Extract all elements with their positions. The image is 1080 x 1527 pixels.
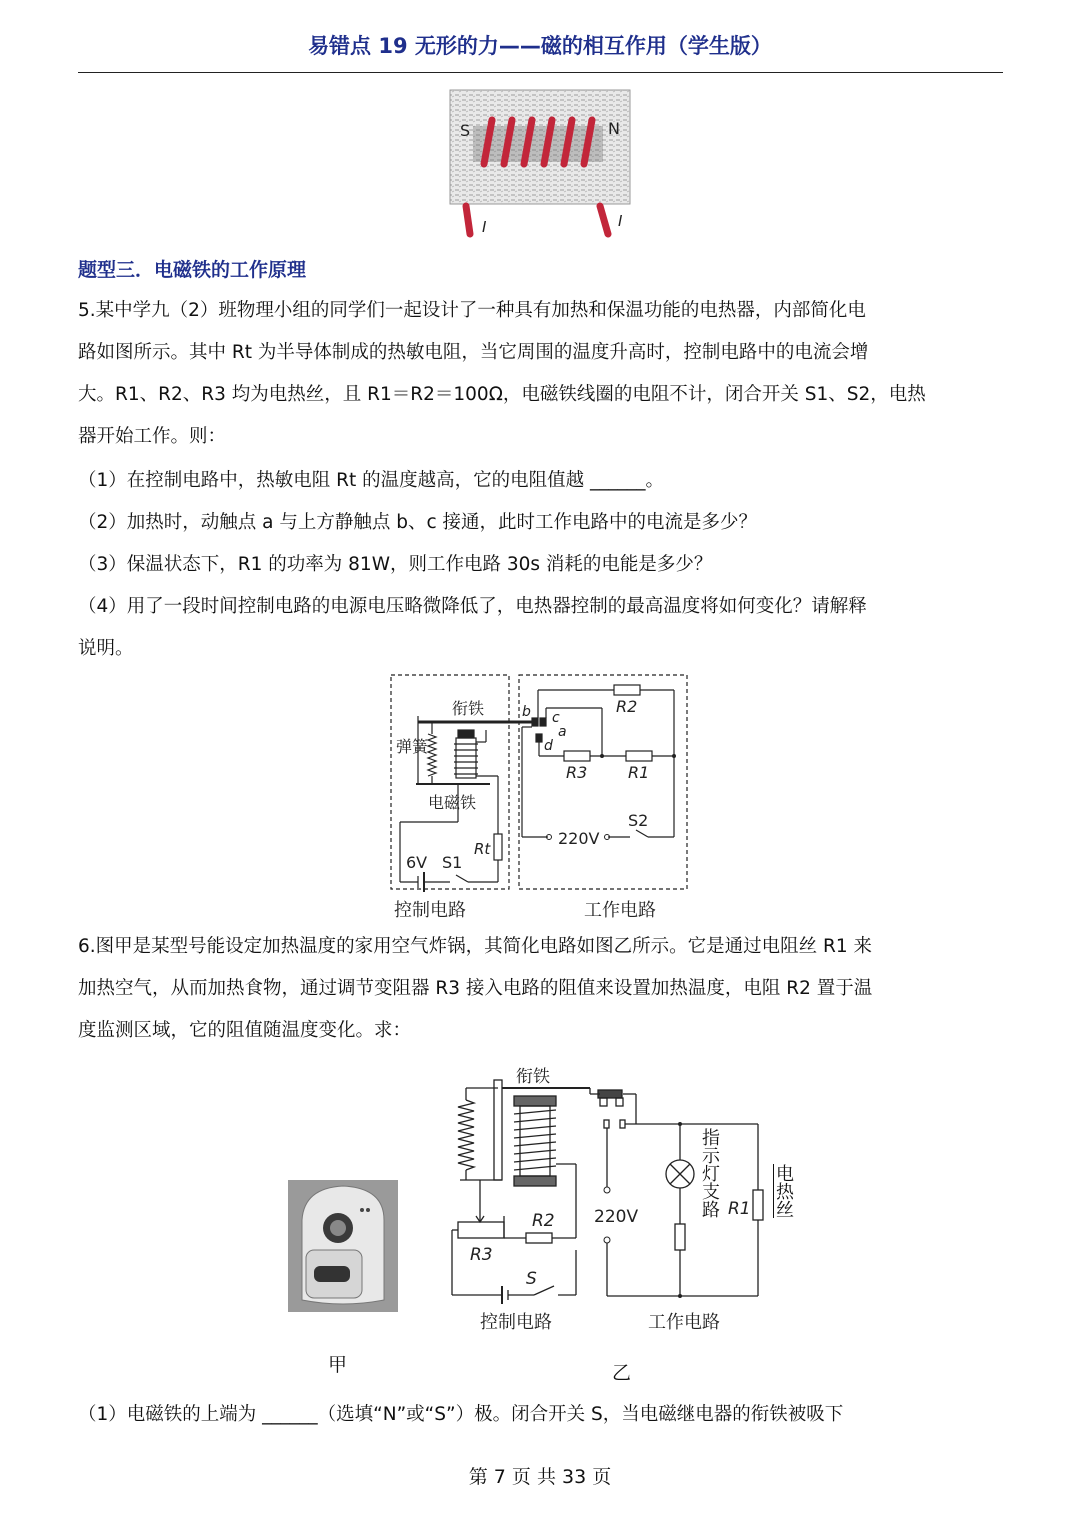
q5-stem-line1: 5.某中学九（2）班物理小组的同学们一起设计了一种具有加热和保温功能的电热器，内部简化电 (78, 300, 866, 321)
q5-sub4-line1: （4）用了一段时间控制电路的电源电压略微降低了，电热器控制的最高温度将如何变化？请解释 (78, 596, 867, 617)
q5-r2-label: R2 (616, 697, 638, 716)
q5-circuit-diagram (388, 672, 690, 926)
q6-sub1: （1）电磁铁的上端为 ______（选填“N”或“S”）极。闭合开关 S，当电磁继电器的衔铁被吸下 (78, 1404, 844, 1425)
q5-rt-label: Rt (474, 840, 491, 858)
q6-s-label: S (526, 1269, 537, 1289)
q5-sub4-line2: 说明。 (78, 638, 134, 659)
q5-r3-label: R3 (566, 763, 588, 782)
q5-stem-line4: 器开始工作。则： (78, 426, 227, 447)
figure-jia-label: 甲 (328, 1354, 348, 1376)
solenoid-figure (448, 88, 634, 238)
current-label-left: I (482, 218, 487, 236)
q5-spring-label: 弹簧 (396, 737, 429, 756)
page-header-title: 易错点 19 无形的力——磁的相互作用（学生版） (308, 34, 772, 58)
q6-stem-line1: 6.图甲是某型号能设定加热温度的家用空气炸锅，其简化电路如图乙所示。它是通过电阻丝 R1 来 (78, 936, 873, 957)
pole-n-label: N (608, 119, 620, 138)
q5-electromagnet-label: 电磁铁 (428, 793, 477, 812)
q6-armature-label: 衔铁 (516, 1067, 550, 1087)
q5-r1-label: R1 (628, 763, 650, 782)
figure-yi-label: 乙 (612, 1362, 632, 1384)
q5-s2-label: S2 (628, 811, 649, 830)
q6-r3-label: R3 (470, 1245, 493, 1265)
q6-r2-label: R2 (532, 1211, 555, 1231)
q5-armature-label: 衔铁 (452, 699, 485, 718)
air-fryer-photo (288, 1180, 398, 1312)
q5-sub3: （3）保温状态下，R1 的功率为 81W，则工作电路 30s 消耗的电能是多少？ (78, 554, 713, 575)
section-title: 题型三．电磁铁的工作原理 (78, 259, 307, 281)
q5-6v-label: 6V (406, 853, 428, 872)
q5-contact-c-label: c (552, 710, 560, 726)
current-label-right: I (618, 212, 623, 230)
q5-contact-d-label: d (544, 738, 553, 754)
q6-stem-line3: 度监测区域，它的阻值随温度变化。求： (78, 1020, 412, 1041)
page-number: 第 7 页 共 33 页 (468, 1466, 612, 1488)
q6-220v-label: 220V (594, 1207, 639, 1227)
q6-r1-label: R1 (728, 1199, 751, 1219)
q6-heater-wire-label: 电热丝 (773, 1164, 794, 1218)
q5-work-circuit-label: 工作电路 (584, 900, 656, 921)
q5-control-circuit-label: 控制电路 (394, 900, 466, 921)
q6-circuit-diagram (440, 1060, 800, 1340)
pole-s-label: S (460, 121, 471, 140)
q6-indicator-branch-label: 指示灯支路 (699, 1128, 720, 1218)
header-divider (78, 72, 1003, 73)
q5-sub2: （2）加热时，动触点 a 与上方静触点 b、c 接通，此时工作电路中的电流是多少？ (78, 512, 758, 533)
q5-contact-a-label: a (558, 724, 567, 740)
q5-contact-b-label: b (522, 704, 531, 720)
q5-220v-label: 220V (558, 829, 600, 848)
q5-s1-label: S1 (442, 853, 463, 872)
q6-stem-line2: 加热空气，从而加热食物，通过调节变阻器 R3 接入电路的阻值来设置加热温度，电阻 R2 置于温 (78, 978, 873, 999)
q6-control-circuit-label: 控制电路 (480, 1312, 552, 1333)
q5-stem-line2: 路如图所示。其中 Rt 为半导体制成的热敏电阻，当它周围的温度升高时，控制电路中的电流会增 (78, 342, 869, 363)
q5-stem-line3: 大。R1、R2、R3 均为电热丝，且 R1＝R2＝100Ω，电磁铁线圈的电阻不计，闭合开关 S1、S2，电热 (78, 384, 926, 405)
q5-sub1: （1）在控制电路中，热敏电阻 Rt 的温度越高，它的电阻值越 ______。 (78, 470, 665, 491)
q6-work-circuit-label: 工作电路 (648, 1312, 720, 1333)
